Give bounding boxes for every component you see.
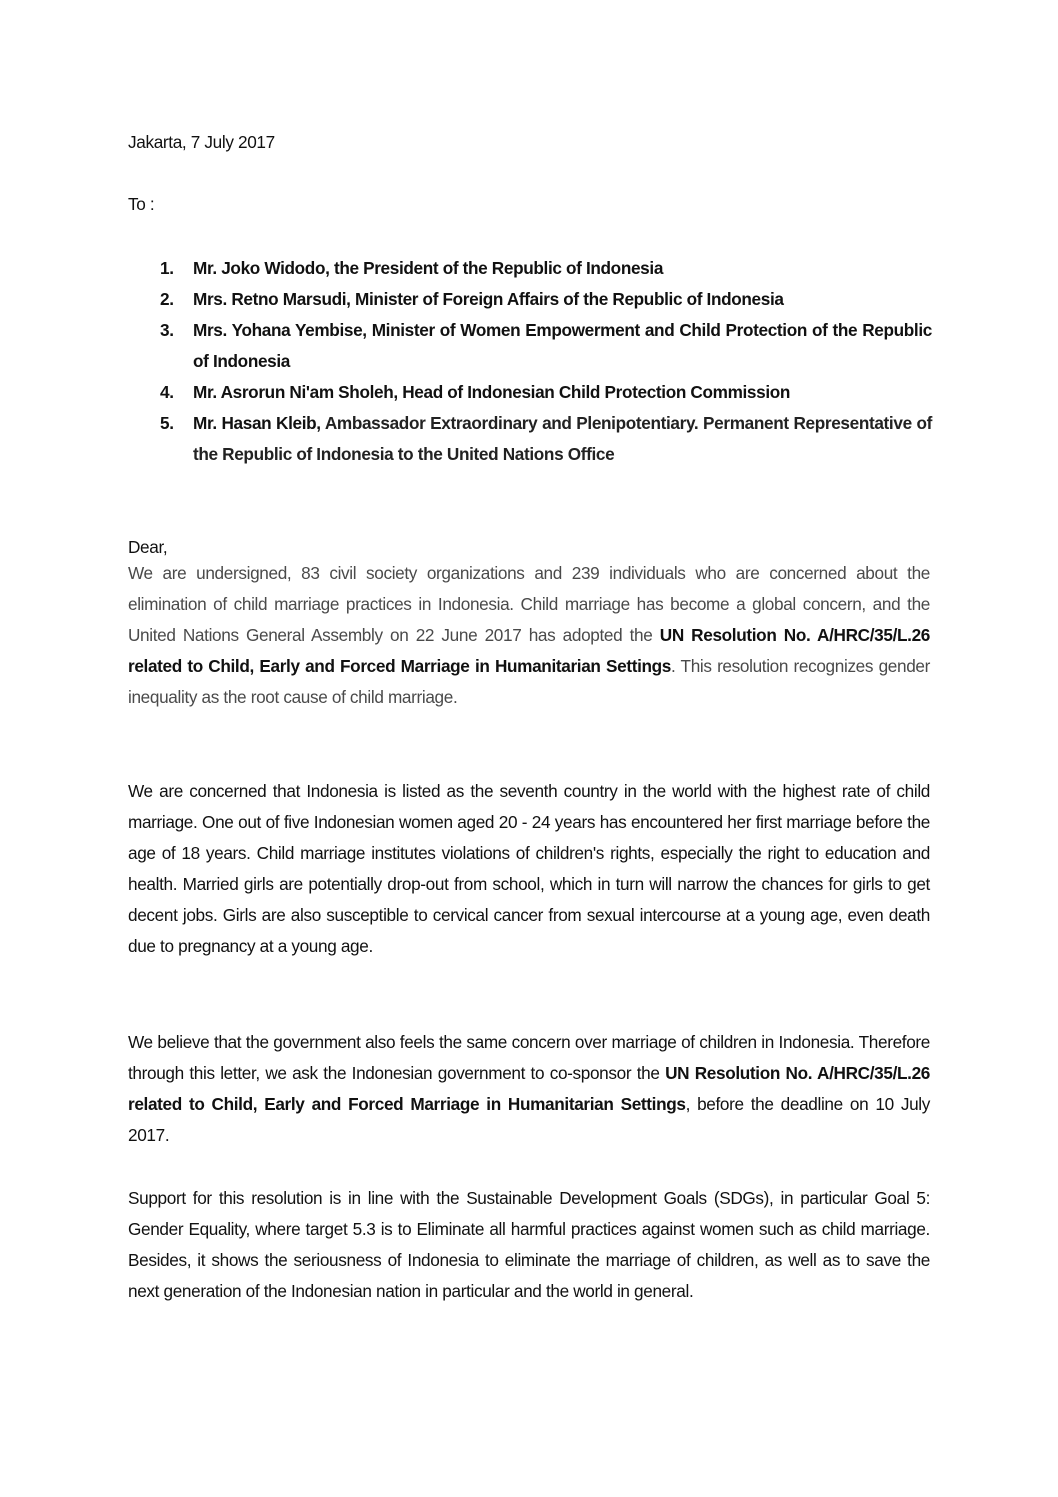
- recipient-item: [160, 315, 932, 377]
- letter-date: Jakarta, 7 July 2017: [128, 132, 275, 152]
- recipient-list: [160, 253, 932, 470]
- recipient-title: Ambassador Extraordinary and Plenipotentiary. Permanent Representative of the Republic of Indonesia to the United Nations Office: [193, 413, 933, 464]
- recipient-item: [160, 408, 932, 470]
- recipient-item: [160, 284, 932, 315]
- resolution-title: UN Resolution No. A/HRC/35/L.26 related to Child, Early and Forced Marriage in Humanitarian Settings: [128, 625, 930, 676]
- recipient-item: [160, 377, 932, 408]
- paragraph-text: We are undersigned, 83 civil society organizations and 239 individuals who are concerned about the elimination of child marriage practices in Indonesia. Child marriage has become a global concern, and the United Nations General Assembly on 22 June 2017 has adopted the: [128, 563, 930, 645]
- recipient-name: Mr. Joko Widodo, the President of the Republic of Indonesia: [193, 258, 664, 278]
- list-number: 3.: [160, 320, 174, 340]
- paragraph-text: , before the deadline on 10 July 2017.: [128, 1094, 930, 1145]
- paragraph-request: [128, 1027, 930, 1151]
- list-number: 5.: [160, 413, 174, 433]
- list-number: 4.: [160, 382, 174, 402]
- recipient-item: [160, 253, 932, 284]
- paragraph-concern: We are concerned that Indonesia is listed as the seventh country in the world with the highest rate of child marriage. One out of five Indonesian women aged 20 - 24 years has encountered her first marriage before the age of 18 years. Child marriage institutes violations of children's rights, especially the right to education and health. Married girls are potentially drop-out from school, which in turn will narrow the chances for girls to get decent jobs. Girls are also susceptible to cervical cancer from sexual intercourse at a young age, even death due to pregnancy at a young age.: [128, 781, 930, 956]
- paragraph-sdgs: Support for this resolution is in line with the Sustainable Development Goals (SDGs), in particular Goal 5: Gender Equality, where target 5.3 is to Eliminate all harmful practices against women such as child marriage. Besides, it shows the seriousness of Indonesia to eliminate the marriage of children, as well as to save the next generation of the Indonesian nation in particular and the world in general.: [128, 1188, 930, 1301]
- recipient-name: Mr. Hasan Kleib,: [193, 413, 321, 433]
- paragraph-text: . This resolution recognizes gender inequality as the root cause of child marriage.: [128, 656, 930, 707]
- paragraph-text: We believe that the government also feels the same concern over marriage of children in Indonesia. Therefore through this letter, we ask the Indonesian government to co-sponsor the: [128, 1032, 930, 1083]
- to-label: To :: [128, 194, 155, 214]
- resolution-title: UN Resolution No. A/HRC/35/L.26 related to Child, Early and Forced Marriage in Humanitarian Settings: [128, 1063, 930, 1114]
- list-number: 2.: [160, 289, 174, 309]
- recipient-name: Mr. Asrorun Ni'am Sholeh, Head of Indonesian Child Protection Commission: [193, 382, 791, 402]
- salutation: Dear,: [128, 537, 168, 557]
- recipient-name: Mrs. Yohana Yembise, Minister of Women Empowerment and Child Protection of the Republic of Indonesia: [193, 320, 932, 371]
- list-number: 1.: [160, 258, 174, 278]
- recipient-name: Mrs. Retno Marsudi, Minister of Foreign Affairs of the Republic of Indonesia: [193, 289, 784, 309]
- paragraph-intro: [128, 558, 930, 713]
